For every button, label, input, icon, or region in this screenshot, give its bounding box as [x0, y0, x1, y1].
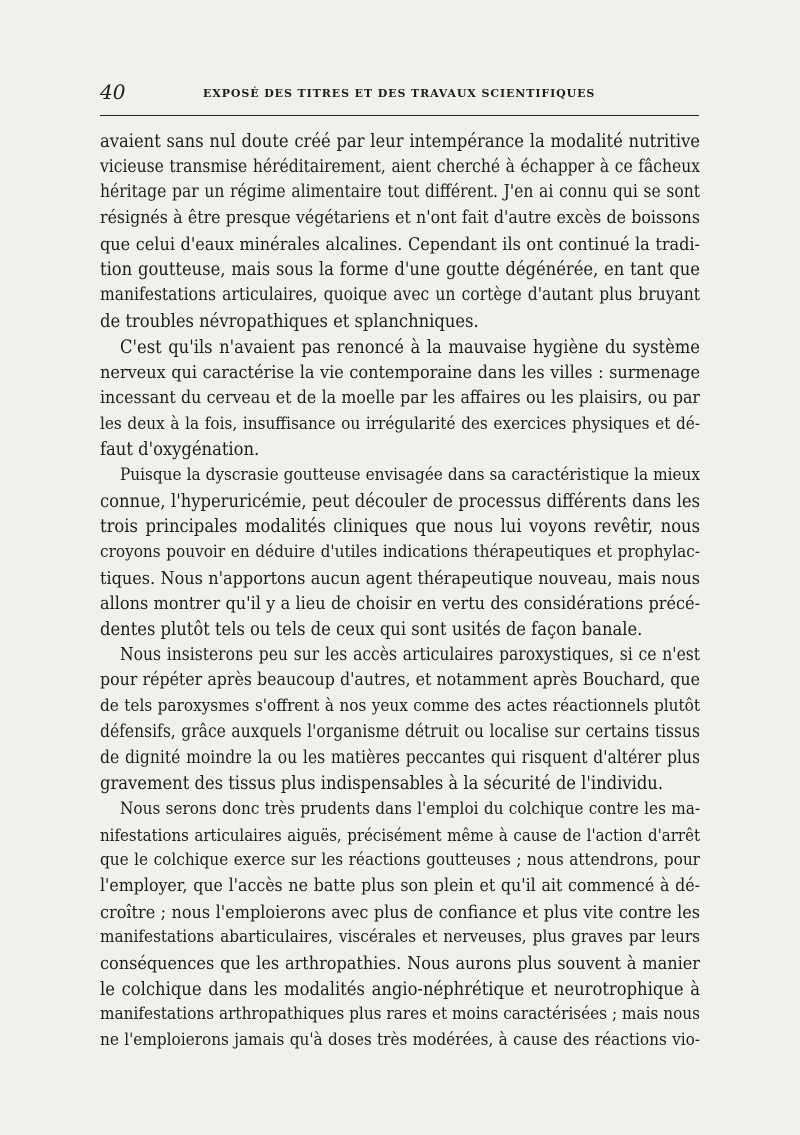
text-line: trois principales modalités cliniques que nous lui voyons revêtir, nous	[100, 516, 700, 538]
text-line: C'est qu'ils n'avaient pas renoncé à la mauvaise hygiène du système	[120, 336, 700, 358]
text-line: pour répéter après beaucoup d'autres, et notamment après Bouchard, que	[100, 670, 700, 691]
page-number: 40	[100, 80, 126, 104]
text-line: nifestations articulaires aiguës, précisément même à cause de l'action d'arrêt	[100, 824, 700, 845]
text-line: allons montrer qu'il y a lieu de choisir en vertu des considérations précé-	[100, 593, 700, 615]
text-line: l'employer, que l'accès ne batte plus son plein et qu'il ait commencé à dé-	[100, 875, 700, 896]
text-line: avaient sans nul doute créé par leur intempérance la modalité nutritive	[100, 131, 700, 152]
text-line: manifestations arthropathiques plus rares et moins caractérisées ; mais nous	[100, 1004, 700, 1025]
text-line: Nous insisterons peu sur les accès articulaires paroxystiques, si ce n'est	[120, 644, 700, 665]
text-line: ne l'emploierons jamais qu'à doses très modérées, à cause des réactions vio-	[100, 1030, 700, 1051]
running-title: EXPOSÉ DES TITRES ET DES TRAVAUX SCIENTIFIQUES	[203, 87, 596, 100]
text-line: manifestations articulaires, quoique avec un cortège d'autant plus bruyant	[100, 285, 700, 306]
text-line: tiques. Nous n'apportons aucun agent thérapeutique nouveau, mais nous	[100, 567, 700, 589]
text-line: que celui d'eaux minérales alcalines. Cependant ils ont continué la tradi-	[100, 233, 700, 255]
page-header	[100, 80, 700, 110]
text-line: croître ; nous l'emploierons avec plus de confiance et plus vite contre les	[100, 901, 700, 923]
text-line: de troubles névropathiques et splanchniques.	[100, 310, 479, 332]
text-line: conséquences que les arthropathies. Nous aurons plus souvent à manier	[100, 953, 700, 974]
text-line: manifestations abarticulaires, viscérales et nerveuses, plus graves par leurs	[100, 927, 700, 948]
text-line: vicieuse transmise héréditairement, aient cherché à échapper à ce fâcheux	[100, 156, 700, 177]
text-line: résignés à être presque végétariens et n'ont fait d'autre excès de boissons	[100, 208, 700, 229]
text-line: connue, l'hyperuricémie, peut découler de processus différents dans les	[100, 490, 700, 512]
header-rule	[100, 115, 699, 116]
text-line: de tels paroxysmes s'offrent à nos yeux comme des actes réactionnels plutôt	[100, 696, 700, 717]
text-line: dentes plutôt tels ou tels de ceux qui sont usités de façon banale.	[100, 619, 643, 641]
text-line: Puisque la dyscrasie goutteuse envisagée dans sa caractéristique la mieux	[120, 464, 700, 485]
text-line: les deux à la fois, insuffisance ou irrégularité des exercices physiques et dé-	[100, 413, 700, 434]
text-line: faut d'oxygénation.	[100, 439, 260, 461]
text-line: Nous serons donc très prudents dans l'emploi du colchique contre les ma-	[120, 798, 700, 819]
text-line: héritage par un régime alimentaire tout différent. J'en ai connu qui se sont	[100, 182, 700, 203]
text-line: incessant du cerveau et de la moelle par les affaires ou les plaisirs, ou par	[100, 387, 700, 408]
body-text	[100, 129, 700, 1054]
text-line: nerveux qui caractérise la vie contemporaine dans les villes : surmenage	[100, 362, 700, 384]
text-line: tion goutteuse, mais sous la forme d'une goutte dégénérée, en tant que	[100, 259, 700, 281]
text-line: que le colchique exerce sur les réactions goutteuses ; nous attendrons, pour	[100, 850, 700, 871]
text-line: gravement des tissus plus indispensables à la sécurité de l'individu.	[100, 773, 664, 795]
text-line: défensifs, grâce auxquels l'organisme détruit ou localise sur certains tissus	[100, 721, 700, 742]
text-line: de dignité moindre la ou les matières peccantes qui risquent d'altérer plus	[100, 747, 700, 768]
text-line: croyons pouvoir en déduire d'utiles indications thérapeutiques et prophylac-	[100, 542, 700, 562]
text-line: le colchique dans les modalités angio-néphrétique et neurotrophique à	[100, 978, 700, 1000]
